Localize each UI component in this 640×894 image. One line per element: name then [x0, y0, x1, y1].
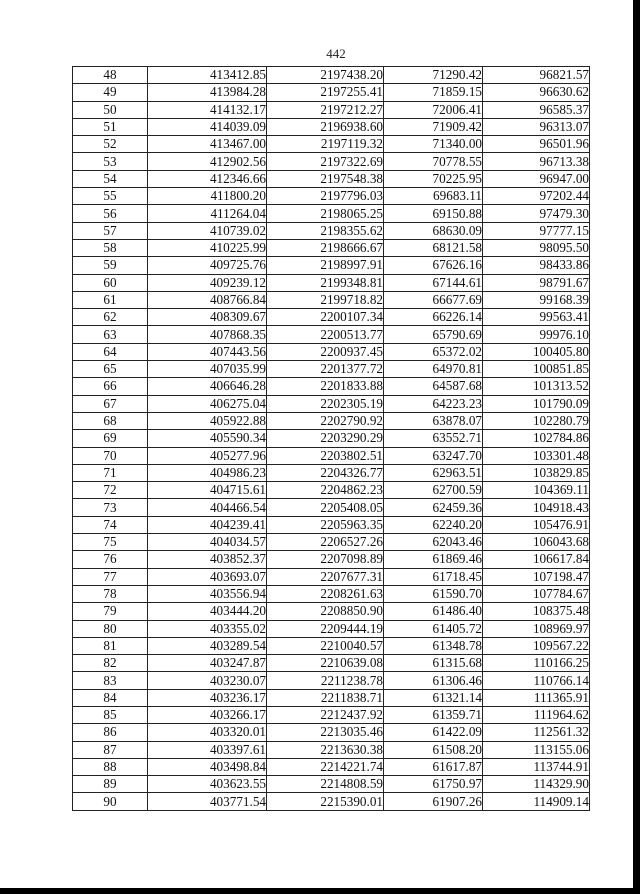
value-cell: 2206527.26: [267, 534, 384, 551]
value-cell: 61315.68: [384, 655, 483, 672]
value-cell: 61405.72: [384, 620, 483, 637]
value-cell: 2204326.77: [267, 464, 384, 481]
value-cell: 2198997.91: [267, 257, 384, 274]
row-index-cell: 51: [73, 118, 148, 135]
value-cell: 413984.28: [148, 84, 267, 101]
table-row: [73, 620, 590, 637]
row-index-cell: 49: [73, 84, 148, 101]
table-row: [73, 136, 590, 153]
value-cell: 98791.67: [483, 274, 590, 291]
value-cell: 64587.68: [384, 378, 483, 395]
table-row: [73, 758, 590, 775]
row-index-cell: 87: [73, 741, 148, 758]
table-row: [73, 430, 590, 447]
table-row: [73, 239, 590, 256]
table-row: [73, 672, 590, 689]
value-cell: 2215390.01: [267, 793, 384, 810]
value-cell: 413467.00: [148, 136, 267, 153]
row-index-cell: 71: [73, 464, 148, 481]
row-index-cell: 50: [73, 101, 148, 118]
value-cell: 412346.66: [148, 170, 267, 187]
table-row: [73, 482, 590, 499]
value-cell: 2197255.41: [267, 84, 384, 101]
value-cell: 96585.37: [483, 101, 590, 118]
row-index-cell: 54: [73, 170, 148, 187]
table-row: [73, 776, 590, 793]
row-index-cell: 52: [73, 136, 148, 153]
value-cell: 2201377.72: [267, 361, 384, 378]
row-index-cell: 81: [73, 637, 148, 654]
row-index-cell: 75: [73, 534, 148, 551]
value-cell: 104369.11: [483, 482, 590, 499]
table-row: [73, 205, 590, 222]
value-cell: 2210639.08: [267, 655, 384, 672]
value-cell: 103829.85: [483, 464, 590, 481]
value-cell: 62240.20: [384, 516, 483, 533]
value-cell: 96947.00: [483, 170, 590, 187]
value-cell: 414039.09: [148, 118, 267, 135]
value-cell: 100405.80: [483, 343, 590, 360]
value-cell: 99976.10: [483, 326, 590, 343]
table-row: [73, 516, 590, 533]
table-row: [73, 170, 590, 187]
value-cell: 403320.01: [148, 724, 267, 741]
value-cell: 104918.43: [483, 499, 590, 516]
row-index-cell: 78: [73, 585, 148, 602]
value-cell: 110166.25: [483, 655, 590, 672]
table-row: [73, 464, 590, 481]
table-row: [73, 118, 590, 135]
value-cell: 113744.91: [483, 758, 590, 775]
value-cell: 111964.62: [483, 706, 590, 723]
table-row: [73, 153, 590, 170]
value-cell: 2200513.77: [267, 326, 384, 343]
scan-edge-bottom: [0, 888, 640, 894]
value-cell: 101313.52: [483, 378, 590, 395]
value-cell: 62963.51: [384, 464, 483, 481]
table-row: [73, 447, 590, 464]
value-cell: 96630.62: [483, 84, 590, 101]
value-cell: 407035.99: [148, 361, 267, 378]
row-index-cell: 66: [73, 378, 148, 395]
value-cell: 66677.69: [384, 291, 483, 308]
value-cell: 61907.26: [384, 793, 483, 810]
value-cell: 112561.32: [483, 724, 590, 741]
value-cell: 61321.14: [384, 689, 483, 706]
value-cell: 97777.15: [483, 222, 590, 239]
value-cell: 107784.67: [483, 585, 590, 602]
value-cell: 71340.00: [384, 136, 483, 153]
value-cell: 98095.50: [483, 239, 590, 256]
value-cell: 2211838.71: [267, 689, 384, 706]
value-cell: 2196938.60: [267, 118, 384, 135]
table-row: [73, 67, 590, 84]
value-cell: 65372.02: [384, 343, 483, 360]
table-row: [73, 412, 590, 429]
value-cell: 2197548.38: [267, 170, 384, 187]
value-cell: 410739.02: [148, 222, 267, 239]
value-cell: 2197438.20: [267, 67, 384, 84]
table-row: [73, 603, 590, 620]
row-index-cell: 67: [73, 395, 148, 412]
row-index-cell: 85: [73, 706, 148, 723]
value-cell: 113155.06: [483, 741, 590, 758]
value-cell: 2211238.78: [267, 672, 384, 689]
value-cell: 96313.07: [483, 118, 590, 135]
value-cell: 2205408.05: [267, 499, 384, 516]
value-cell: 101790.09: [483, 395, 590, 412]
value-cell: 96501.96: [483, 136, 590, 153]
value-cell: 66226.14: [384, 309, 483, 326]
value-cell: 106617.84: [483, 551, 590, 568]
value-cell: 2203290.29: [267, 430, 384, 447]
value-cell: 2202790.92: [267, 412, 384, 429]
value-cell: 70225.95: [384, 170, 483, 187]
table-row: [73, 793, 590, 810]
value-cell: 403498.84: [148, 758, 267, 775]
row-index-cell: 48: [73, 67, 148, 84]
row-index-cell: 55: [73, 188, 148, 205]
value-cell: 405922.88: [148, 412, 267, 429]
value-cell: 96821.57: [483, 67, 590, 84]
value-cell: 407868.35: [148, 326, 267, 343]
value-cell: 403247.87: [148, 655, 267, 672]
value-cell: 2214221.74: [267, 758, 384, 775]
value-cell: 2207677.31: [267, 568, 384, 585]
value-cell: 406646.28: [148, 378, 267, 395]
value-cell: 403266.17: [148, 706, 267, 723]
value-cell: 2200937.45: [267, 343, 384, 360]
value-cell: 98433.86: [483, 257, 590, 274]
value-cell: 2204862.23: [267, 482, 384, 499]
value-cell: 114909.14: [483, 793, 590, 810]
value-cell: 70778.55: [384, 153, 483, 170]
value-cell: 103301.48: [483, 447, 590, 464]
value-cell: 114329.90: [483, 776, 590, 793]
row-index-cell: 64: [73, 343, 148, 360]
value-cell: 2199348.81: [267, 274, 384, 291]
value-cell: 61359.71: [384, 706, 483, 723]
value-cell: 111365.91: [483, 689, 590, 706]
table-row: [73, 309, 590, 326]
table-row: [73, 534, 590, 551]
row-index-cell: 84: [73, 689, 148, 706]
value-cell: 64970.81: [384, 361, 483, 378]
table-row: [73, 706, 590, 723]
value-cell: 409725.76: [148, 257, 267, 274]
value-cell: 61508.20: [384, 741, 483, 758]
row-index-cell: 89: [73, 776, 148, 793]
table-row: [73, 222, 590, 239]
row-index-cell: 53: [73, 153, 148, 170]
value-cell: 2198666.67: [267, 239, 384, 256]
value-cell: 403852.37: [148, 551, 267, 568]
value-cell: 65790.69: [384, 326, 483, 343]
value-cell: 102280.79: [483, 412, 590, 429]
value-cell: 2198355.62: [267, 222, 384, 239]
table-row: [73, 257, 590, 274]
row-index-cell: 72: [73, 482, 148, 499]
table-row: [73, 101, 590, 118]
value-cell: 71290.42: [384, 67, 483, 84]
value-cell: 61750.97: [384, 776, 483, 793]
value-cell: 2213035.46: [267, 724, 384, 741]
value-cell: 2213630.38: [267, 741, 384, 758]
value-cell: 2207098.89: [267, 551, 384, 568]
value-cell: 404715.61: [148, 482, 267, 499]
row-index-cell: 86: [73, 724, 148, 741]
value-cell: 404986.23: [148, 464, 267, 481]
table-row: [73, 637, 590, 654]
value-cell: 61486.40: [384, 603, 483, 620]
value-cell: 405277.96: [148, 447, 267, 464]
value-cell: 407443.56: [148, 343, 267, 360]
value-cell: 411264.04: [148, 205, 267, 222]
value-cell: 405590.34: [148, 430, 267, 447]
row-index-cell: 56: [73, 205, 148, 222]
value-cell: 61718.45: [384, 568, 483, 585]
value-cell: 61617.87: [384, 758, 483, 775]
row-index-cell: 69: [73, 430, 148, 447]
row-index-cell: 73: [73, 499, 148, 516]
table-row: [73, 689, 590, 706]
value-cell: 408766.84: [148, 291, 267, 308]
table-row: [73, 585, 590, 602]
value-cell: 2197796.03: [267, 188, 384, 205]
value-cell: 2208261.63: [267, 585, 384, 602]
value-cell: 63552.71: [384, 430, 483, 447]
value-cell: 105476.91: [483, 516, 590, 533]
value-cell: 403355.02: [148, 620, 267, 637]
row-index-cell: 58: [73, 239, 148, 256]
value-cell: 2197119.32: [267, 136, 384, 153]
value-cell: 67626.16: [384, 257, 483, 274]
row-index-cell: 60: [73, 274, 148, 291]
value-cell: 62043.46: [384, 534, 483, 551]
page-number: 442: [326, 46, 346, 61]
value-cell: 68630.09: [384, 222, 483, 239]
scan-edge-right: [633, 0, 640, 894]
value-cell: 61590.70: [384, 585, 483, 602]
table-row: [73, 551, 590, 568]
row-index-cell: 80: [73, 620, 148, 637]
value-cell: 71859.15: [384, 84, 483, 101]
value-cell: 2212437.92: [267, 706, 384, 723]
value-cell: 411800.20: [148, 188, 267, 205]
row-index-cell: 79: [73, 603, 148, 620]
value-cell: 108969.97: [483, 620, 590, 637]
value-cell: 62459.36: [384, 499, 483, 516]
row-index-cell: 61: [73, 291, 148, 308]
value-cell: 99563.41: [483, 309, 590, 326]
value-cell: 404466.54: [148, 499, 267, 516]
value-cell: 67144.61: [384, 274, 483, 291]
value-cell: 61422.09: [384, 724, 483, 741]
value-cell: 409239.12: [148, 274, 267, 291]
value-cell: 403397.61: [148, 741, 267, 758]
value-cell: 108375.48: [483, 603, 590, 620]
table-row: [73, 84, 590, 101]
row-index-cell: 68: [73, 412, 148, 429]
value-cell: 61306.46: [384, 672, 483, 689]
table-row: [73, 188, 590, 205]
value-cell: 68121.58: [384, 239, 483, 256]
table-row: [73, 724, 590, 741]
value-cell: 404239.41: [148, 516, 267, 533]
row-index-cell: 90: [73, 793, 148, 810]
value-cell: 403556.94: [148, 585, 267, 602]
value-cell: 96713.38: [483, 153, 590, 170]
value-cell: 2201833.88: [267, 378, 384, 395]
table-row: [73, 568, 590, 585]
table-body: [73, 67, 590, 811]
value-cell: 69150.88: [384, 205, 483, 222]
value-cell: 102784.86: [483, 430, 590, 447]
value-cell: 406275.04: [148, 395, 267, 412]
value-cell: 69683.11: [384, 188, 483, 205]
coordinate-table: [72, 66, 590, 811]
value-cell: 403693.07: [148, 568, 267, 585]
value-cell: 412902.56: [148, 153, 267, 170]
row-index-cell: 62: [73, 309, 148, 326]
value-cell: 2199718.82: [267, 291, 384, 308]
value-cell: 2197322.69: [267, 153, 384, 170]
value-cell: 72006.41: [384, 101, 483, 118]
value-cell: 403771.54: [148, 793, 267, 810]
row-index-cell: 83: [73, 672, 148, 689]
row-index-cell: 74: [73, 516, 148, 533]
table-row: [73, 343, 590, 360]
value-cell: 2200107.34: [267, 309, 384, 326]
value-cell: 62700.59: [384, 482, 483, 499]
value-cell: 403289.54: [148, 637, 267, 654]
value-cell: 2198065.25: [267, 205, 384, 222]
table-row: [73, 274, 590, 291]
value-cell: 106043.68: [483, 534, 590, 551]
row-index-cell: 70: [73, 447, 148, 464]
value-cell: 403230.07: [148, 672, 267, 689]
value-cell: 2203802.51: [267, 447, 384, 464]
table-row: [73, 361, 590, 378]
row-index-cell: 88: [73, 758, 148, 775]
value-cell: 410225.99: [148, 239, 267, 256]
value-cell: 109567.22: [483, 637, 590, 654]
value-cell: 2205963.35: [267, 516, 384, 533]
value-cell: 2209444.19: [267, 620, 384, 637]
value-cell: 71909.42: [384, 118, 483, 135]
value-cell: 2197212.27: [267, 101, 384, 118]
value-cell: 404034.57: [148, 534, 267, 551]
value-cell: 61869.46: [384, 551, 483, 568]
value-cell: 2214808.59: [267, 776, 384, 793]
value-cell: 403236.17: [148, 689, 267, 706]
table-row: [73, 499, 590, 516]
value-cell: 413412.85: [148, 67, 267, 84]
value-cell: 2210040.57: [267, 637, 384, 654]
table-row: [73, 655, 590, 672]
value-cell: 403623.55: [148, 776, 267, 793]
value-cell: 2208850.90: [267, 603, 384, 620]
row-index-cell: 77: [73, 568, 148, 585]
value-cell: 408309.67: [148, 309, 267, 326]
value-cell: 100851.85: [483, 361, 590, 378]
value-cell: 61348.78: [384, 637, 483, 654]
row-index-cell: 76: [73, 551, 148, 568]
table-row: [73, 291, 590, 308]
value-cell: 63247.70: [384, 447, 483, 464]
table-row: [73, 395, 590, 412]
value-cell: 63878.07: [384, 412, 483, 429]
value-cell: 414132.17: [148, 101, 267, 118]
table-row: [73, 378, 590, 395]
row-index-cell: 65: [73, 361, 148, 378]
value-cell: 97202.44: [483, 188, 590, 205]
row-index-cell: 82: [73, 655, 148, 672]
row-index-cell: 59: [73, 257, 148, 274]
row-index-cell: 63: [73, 326, 148, 343]
row-index-cell: 57: [73, 222, 148, 239]
value-cell: 403444.20: [148, 603, 267, 620]
value-cell: 64223.23: [384, 395, 483, 412]
table-row: [73, 326, 590, 343]
value-cell: 110766.14: [483, 672, 590, 689]
value-cell: 2202305.19: [267, 395, 384, 412]
value-cell: 107198.47: [483, 568, 590, 585]
value-cell: 99168.39: [483, 291, 590, 308]
table-row: [73, 741, 590, 758]
value-cell: 97479.30: [483, 205, 590, 222]
